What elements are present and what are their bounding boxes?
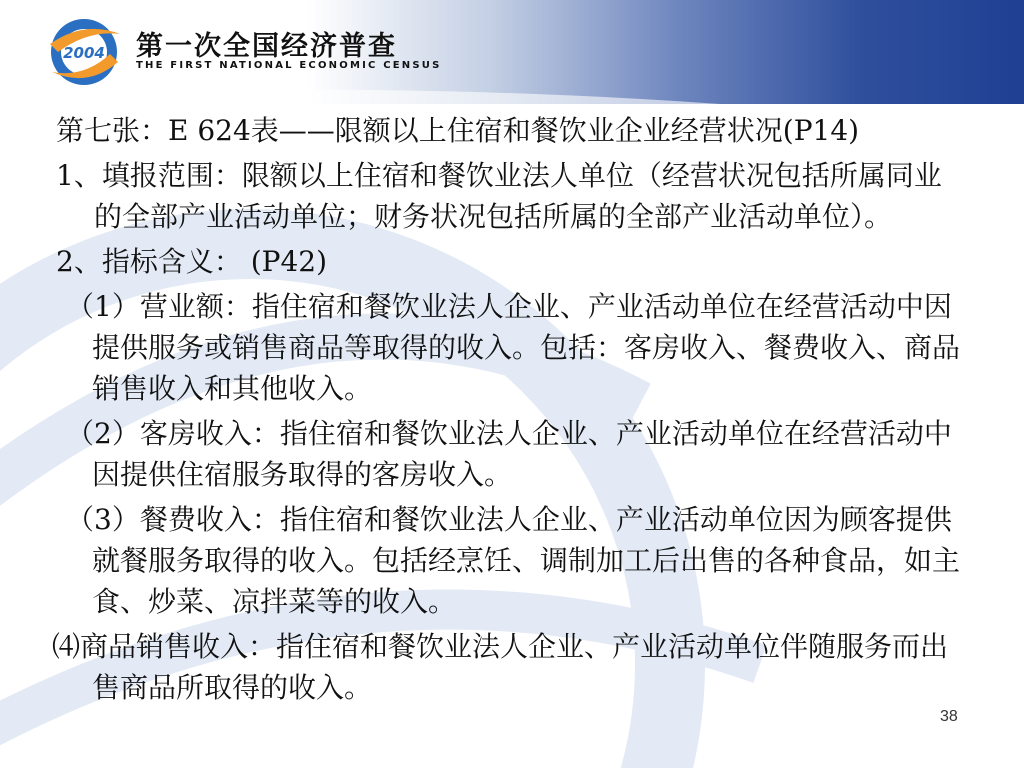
logo-year-text: 2004	[63, 44, 105, 62]
room-revenue-definition: （2）客房收入：指住宿和餐饮业法人企业、产业活动单位在经营活动中因提供住宿服务取得的客房收入。	[66, 417, 952, 491]
page-number: 38	[940, 708, 958, 725]
indicator-meaning-heading: 2、指标含义： (P42)	[56, 245, 328, 278]
reporting-scope-paragraph: 1、填报范围：限额以上住宿和餐饮业法人单位（经营状况包括所属同业的全部产业活动单位；财务状况包括所属的全部产业活动单位）。	[56, 159, 942, 233]
census-logo-icon	[44, 14, 128, 90]
header-banner	[0, 0, 1024, 104]
slide-content	[52, 110, 966, 708]
goods-sales-revenue-definition: ⑷商品销售收入：指住宿和餐饮业法人企业、产业活动单位伴随服务而出售商品所取得的收入。	[52, 630, 949, 704]
revenue-definition: （1）营业额：指住宿和餐饮业法人企业、产业活动单位在经营活动中因提供服务或销售商品等取得的收入。包括：客房收入、餐费收入、商品销售收入和其他收入。	[66, 290, 961, 405]
heading-table-e624: 第七张：E 624表——限额以上住宿和餐饮业企业经营状况(P14)	[56, 114, 860, 147]
meal-revenue-definition: （3）餐费收入：指住宿和餐饮业法人企业、产业活动单位因为顾客提供就餐服务取得的收入。包括经烹饪、调制加工后出售的各种食品，如主食、炒菜、凉拌菜等的收入。	[66, 503, 961, 618]
census-title-chinese: 第一次全国经济普查	[136, 31, 397, 62]
census-title-english: THE FIRST NATIONAL ECONOMIC CENSUS	[136, 60, 442, 71]
